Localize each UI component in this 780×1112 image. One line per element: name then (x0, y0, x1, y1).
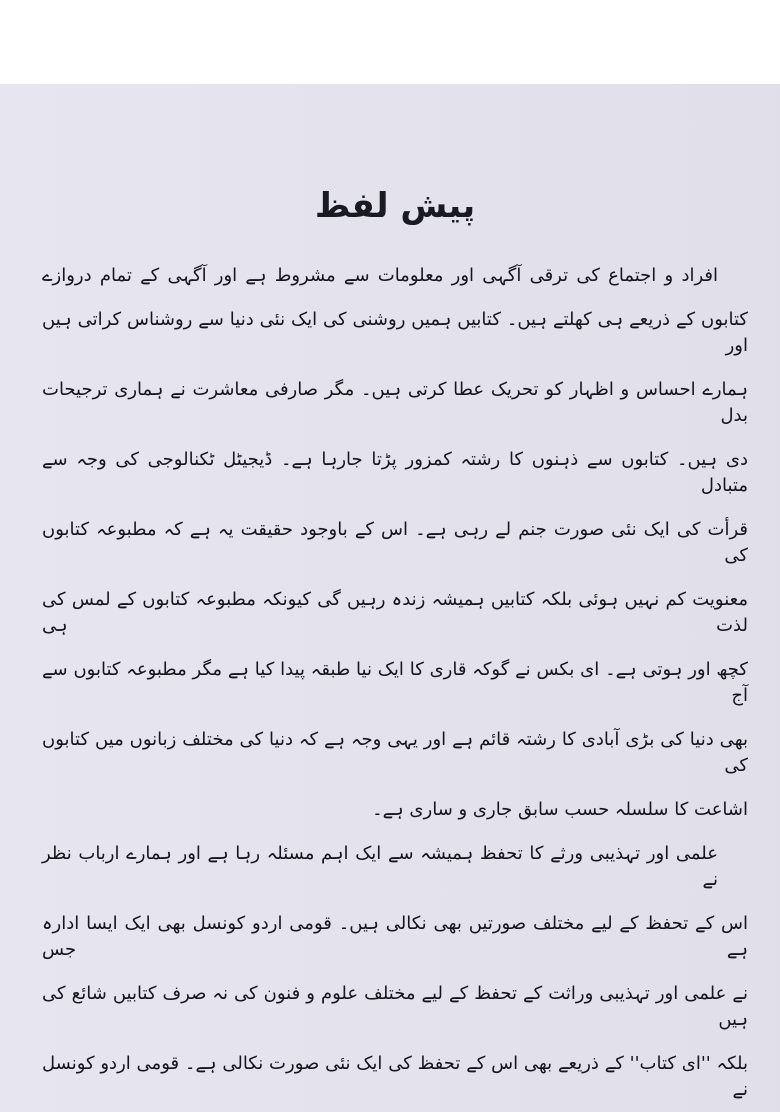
text-line: افراد و اجتماع کی ترقی آگہی اور معلومات سے مشروط ہے اور آگہی کے تمام دروازے (42, 265, 718, 286)
text-line: دی ہیں۔ کتابوں سے ذہنوں کا رشتہ کمزور پڑتا جارہا ہے۔ ڈیجیٹل ٹکنالوجی کی وجہ سے متبادل (42, 449, 748, 496)
text-line: اس کے تحفظ کے لیے مختلف صورتیں بھی نکالی ہیں۔ قومی اردو کونسل بھی ایک ایسا ادارہ ہے جس (42, 913, 748, 960)
text-line: کتابوں کے ذریعے ہی کھلتے ہیں۔ کتابیں ہمیں روشنی کی ایک نئی دنیا سے روشناس کراتی ہیں اور (42, 309, 748, 356)
text-line: قرأت کی ایک نئی صورت جنم لے رہی ہے۔ اس کے باوجود حقیقت یہ ہے کہ مطبوعہ کتابوں کی (42, 519, 748, 566)
text-line: بھی دنیا کی بڑی آبادی کا رشتہ قائم ہے اور یہی وجہ ہے کہ دنیا کی مختلف زبانوں میں کتابوں کی (42, 729, 748, 776)
text-line: کچھ اور ہوتی ہے۔ ای بکس نے گوکہ قاری کا ایک نیا طبقہ پیدا کیا ہے مگر مطبوعہ کتابوں سے آج (42, 659, 748, 706)
text-line: علمی اور تہذیبی ورثے کا تحفظ ہمیشہ سے ایک اہم مسئلہ رہا ہے اور ہمارے ارباب نظر نے (42, 843, 718, 890)
text-line: بلکہ ''ای کتاب'' کے ذریعے بھی اس کے تحفظ کی ایک نئی صورت نکالی ہے۔ قومی اردو کونسل نے (42, 1053, 748, 1100)
scanned-page (0, 84, 780, 1112)
text-line: ہمارے احساس و اظہار کو تحریک عطا کرتی ہیں۔ مگر صارفی معاشرت نے ہماری ترجیحات بدل (42, 379, 748, 426)
text-line: نے علمی اور تہذیبی وراثت کے تحفظ کے لیے مختلف علوم و فنون کی نہ صرف کتابیں شائع کی ہیں (42, 983, 748, 1030)
text-line: معنویت کم نہیں ہوئی بلکہ کتابیں ہمیشہ زندہ رہیں گی کیونکہ مطبوعہ کتابوں کے لمس کی لذت ہی (42, 589, 748, 636)
text-line: اشاعت کا سلسلہ حسب سابق جاری و ساری ہے۔ (372, 799, 748, 820)
page-title: پیش لفظ (314, 186, 476, 226)
